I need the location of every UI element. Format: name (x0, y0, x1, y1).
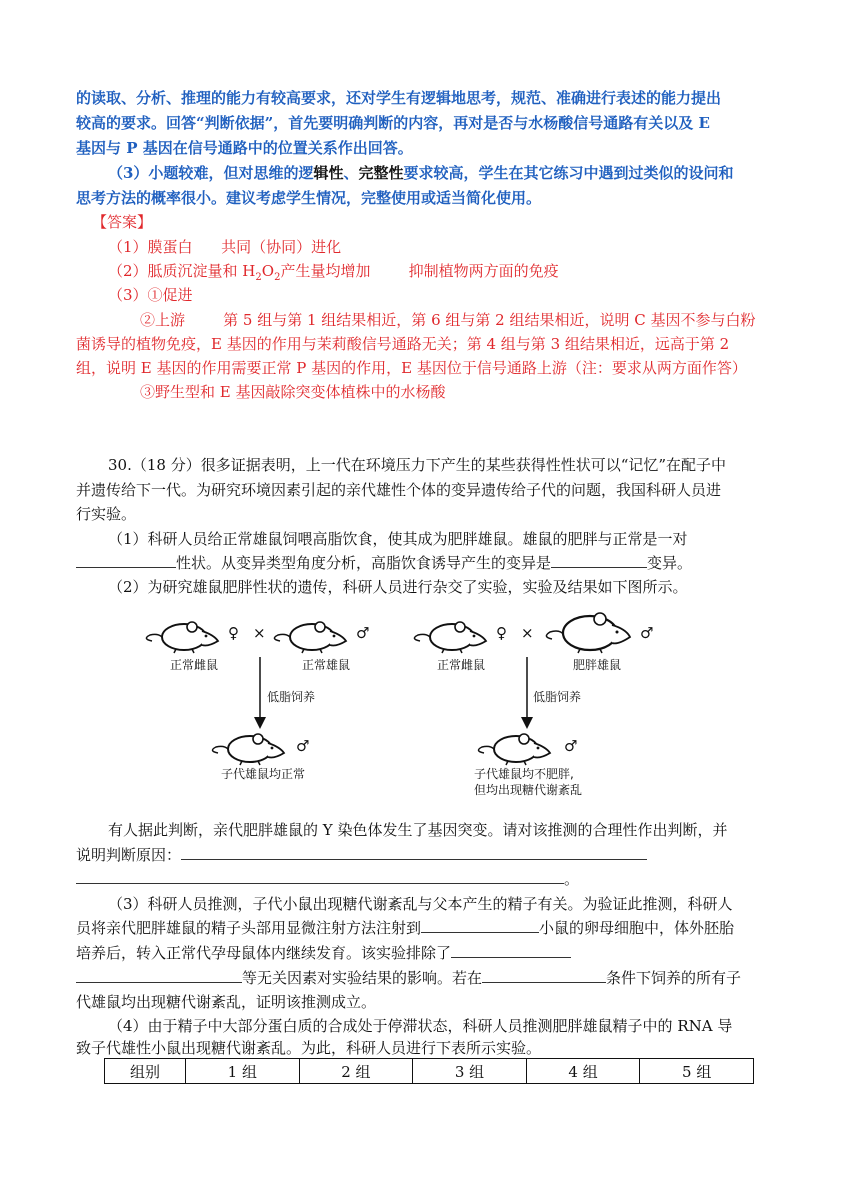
left-mother-label: 正常雌鼠 (170, 658, 219, 672)
subscript: 2 (255, 272, 262, 283)
male-symbol: ♂ (564, 737, 578, 755)
answer-text: 产生量均增加 抑制植物两方面的免疫 (280, 262, 559, 280)
question-line (76, 966, 788, 990)
female-symbol: ♀ (496, 624, 507, 642)
table-header-cell: 组别 (105, 1059, 186, 1084)
question-line (76, 867, 788, 891)
offspring-mouse-icon (478, 734, 550, 765)
answer-line (108, 259, 820, 283)
right-mother-label: 正常雌鼠 (437, 658, 486, 672)
answer-line: 菌诱导的植物免疫，E 基因的作用与茉莉酸信号通路无关；第 4 组与第 3 组结果相近，远高于第 2 (76, 335, 730, 353)
question-line: 并遗传给下一代。为研究环境因素引起的亲代雄性个体的变异遗传给子代的问题，我国科研人员进 (76, 481, 722, 499)
answer-heading: 【答案】 (92, 213, 153, 231)
offspring-mouse-icon (212, 734, 284, 765)
answer-blank[interactable] (76, 553, 176, 568)
analysis-line: 思考方法的概率很小。建议考虑学生情况，完整使用或适当简化使用。 (76, 189, 542, 207)
answer-line: 组，说明 E 基因的作用需要正常 P 基因的作用，E 基因位于信号通路上游（注：要求从两方面作答） (76, 359, 747, 377)
left-father-label: 正常雄鼠 (302, 658, 351, 672)
analysis-line: 基因与 P 基因在信号通路中的位置关系作出回答。 (76, 139, 413, 157)
left-offspring-label: 子代雄鼠均正常 (221, 767, 306, 781)
answer-text: （2）胝质沉淀量和 H (108, 262, 256, 280)
female-mouse-icon (414, 622, 486, 653)
analysis-line: 较高的要求。回答“判断依据”，首先要明确判断的内容，再对是否与水杨酸信号通路有关以及 E (76, 114, 710, 132)
left-feeding-label: 低脂饲养 (267, 690, 316, 704)
right-offspring-label: 子代雄鼠均不肥胖, (474, 767, 574, 781)
answer-blank[interactable] (551, 553, 647, 568)
question-line: （1）科研人员给正常雄鼠饲喂高脂饮食，使其成为肥胖雄鼠。雄鼠的肥胖与正常是一对 (108, 530, 688, 548)
question-line: 有人据此判断，亲代肥胖雄鼠的 Y 染色体发生了基因突变。请对该推测的合理性作出判断，并 (108, 821, 728, 839)
question-text: 性状。从变异类型角度分析，高脂饮食诱导产生的变异是 (176, 554, 552, 572)
table-header-cell: 1 组 (186, 1059, 300, 1084)
question-line: 30.（18 分）很多证据表明，上一代在环境压力下产生的某些获得性性状可以“记忆”在配子中 (108, 456, 727, 474)
table-header-cell: 5 组 (640, 1059, 754, 1084)
table-header-cell: 4 组 (526, 1059, 640, 1084)
question-line: （2）为研究雄鼠肥胖性状的遗传，科研人员进行杂交了实验，实验及结果如下图所示。 (108, 578, 688, 596)
female-symbol: ♀ (228, 624, 239, 642)
analysis-text: 要求较高，学生在其它练习中遇到过类似的设问和 (403, 164, 734, 182)
question-line: （4）由于精子中大部分蛋白质的合成处于停滞状态，科研人员推测肥胖雄鼠精子中的 RNA 导 (108, 1017, 733, 1035)
right-feeding-label: 低脂饲养 (533, 690, 582, 704)
question-line: （3）科研人员推测，子代小鼠出现糖代谢紊乱与父本产生的精子有关。为验证此推测，科研人 (108, 895, 733, 913)
analysis-text: 辑性 (313, 164, 344, 182)
question-line: 行实验。 (76, 505, 137, 523)
question-line (76, 551, 788, 575)
subscript: 2 (274, 272, 281, 283)
question-line (76, 916, 788, 940)
analysis-line: 的读取、分析、推理的能力有较高要求，还对学生有逻辑地思考，规范、准确进行表述的能力提出 (76, 89, 722, 107)
answer-line: （1）膜蛋白 共同（协同）进化 (108, 238, 342, 256)
question-line (76, 941, 788, 965)
question-text: 等无关因素对实验结果的影响。若在 (242, 969, 483, 987)
question-text: 培养后，转入正常代孕母鼠体内继续发育。该实验排除了 (76, 944, 452, 962)
analysis-text: （3）小题较难，但对思维的逻 (108, 164, 314, 182)
question-text: 员将亲代肥胖雄鼠的精子头部用显微注射方法注射到 (76, 919, 422, 937)
question-text: 条件下饲养的所有子 (606, 969, 742, 987)
question-text: 小鼠的卵母细胞中，体外胚胎 (539, 919, 735, 937)
cross-symbol: × (521, 624, 534, 642)
cross-symbol: × (253, 624, 266, 642)
question-text: 说明判断原因： (76, 846, 182, 864)
right-father-label: 肥胖雄鼠 (573, 658, 622, 672)
analysis-text: 、 (343, 164, 359, 182)
answer-line: ②上游 第 5 组与第 1 组结果相近，第 6 组与第 2 组结果相近，说明 C 基因不参与白粉 (140, 311, 756, 329)
answer-blank[interactable] (181, 845, 647, 860)
answer-blank[interactable] (482, 968, 606, 983)
analysis-line (108, 161, 820, 185)
male-symbol: ♂ (296, 737, 310, 755)
answer-text: O (261, 262, 275, 280)
answer-blank[interactable] (451, 943, 571, 958)
analysis-text: 完整性 (358, 164, 404, 182)
answer-line: ③野生型和 E 基因敲除突变体植株中的水杨酸 (140, 383, 446, 401)
right-offspring-label: 但均出现糖代谢紊乱 (474, 783, 583, 797)
answer-blank[interactable] (76, 968, 242, 983)
answer-line: （3）①促进 (108, 286, 193, 304)
question-line (76, 843, 788, 867)
question-line: 致子代雄性小鼠出现糖代谢紊乱。为此，科研人员进行下表所示实验。 (76, 1039, 542, 1057)
experiment-table (104, 1058, 754, 1084)
question-line: 代雄鼠均出现糖代谢紊乱，证明该推测成立。 (76, 993, 377, 1011)
male-symbol: ♂ (640, 624, 654, 642)
male-symbol: ♂ (356, 624, 370, 642)
table-row (105, 1059, 754, 1084)
answer-blank[interactable] (421, 918, 539, 933)
table-header-cell: 2 组 (299, 1059, 413, 1084)
female-mouse-icon (146, 622, 218, 653)
answer-blank[interactable] (76, 869, 564, 884)
table-header-cell: 3 组 (413, 1059, 527, 1084)
question-text: 变异。 (647, 554, 693, 572)
male-mouse-icon (274, 622, 346, 653)
question-text: 。 (564, 870, 580, 888)
obese-male-mouse-icon (546, 613, 630, 653)
